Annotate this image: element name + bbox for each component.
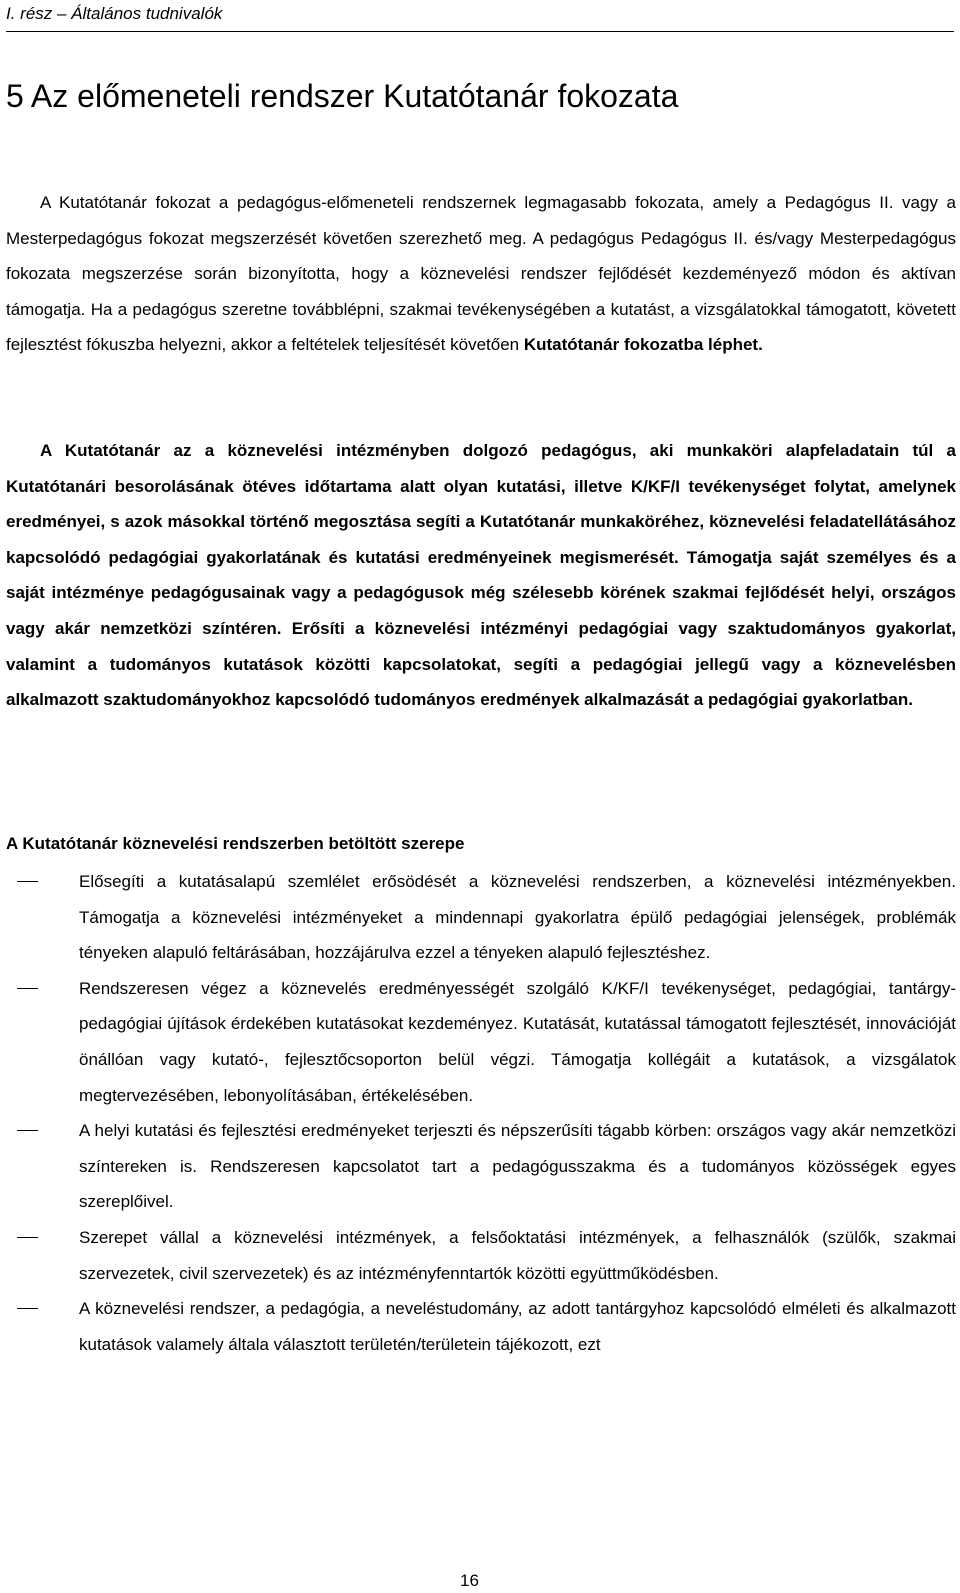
list-item — [6, 1291, 956, 1362]
chapter-title: 5 Az előmeneteli rendszer Kutatótanár fokozata — [6, 78, 679, 114]
header-divider — [6, 31, 954, 32]
dash-bullet-icon — [17, 881, 38, 882]
running-header: I. rész – Általános tudnivalók — [6, 4, 223, 23]
list-item-text: Elősegíti a kutatásalapú szemlélet erősödését a köznevelési rendszerben, a köznevelési intézményekben. Támogatja a köznevelési intézményeket a mindennapi gyakorlatra épülő pedagógiai jelenségek, problémák tényeken alapuló feltárásában, hozzájárulva ezzel a tényeken alapuló fejlesztéshez. — [79, 872, 956, 963]
intro-paragraph — [6, 185, 956, 363]
dash-bullet-icon — [17, 1308, 38, 1309]
list-item — [6, 864, 956, 971]
list-item-text: Rendszeresen végez a köznevelés eredményességét szolgáló K/KF/I tevékenységet, pedagógiai, tantárgy-pedagógiai újítások érdekében kutatásokat kezdeményez. Kutatását, kutatással támogatott fejlesztését, innovációját önállóan vagy kutató-, fejlesztőcsoporton belül végzi. Támogatja kollégáit a kutatások, a vizsgálatok megtervezésében, lebonyolításában, értékelésében. — [79, 978, 956, 1105]
list-item-text: A köznevelési rendszer, a pedagógia, a neveléstudomány, az adott tantárgyhoz kapcsolódó elméleti és alkalmazott kutatások valamely általa választott területén/területein tájékozott, ezt — [79, 1299, 956, 1354]
dash-bullet-icon — [17, 988, 38, 989]
list-item — [6, 971, 956, 1113]
definition-paragraph: A Kutatótanár az a köznevelési intézményben dolgozó pedagógus, aki munkaköri alapfeladatain túl a Kutatótanári besorolásának ötéves időtartama alatt olyan kutatási, illetve K/KF/I tevékenységet folytat, amelynek eredményei, s azok másokkal történő megosztása segíti a Kutatótanár munkaköréhez, köznevelési feladatellátásához kapcsolódó pedagógiai gyakorlatának és kutatási eredményeinek megismerését. Támogatja saját személyes és a saját intézménye pedagógusainak vagy a pedagógusok még szélesebb körének szakmai fejlődését helyi, országos vagy akár nemzetközi színtéren. Erősíti a köznevelési intézményi pedagógiai vagy szaktudományos gyakorlat, valamint a tudományos kutatások közötti kapcsolatokat, segíti a pedagógiai jellegű vagy a köznevelésben alkalmazott szaktudományokhoz kapcsolódó tudományos eredmények alkalmazását a pedagógiai gyakorlatban. — [6, 441, 956, 710]
dash-bullet-icon — [17, 1237, 38, 1238]
intro-paragraph-emphasis: Kutatótanár fokozatba léphet. — [523, 335, 763, 355]
list-item — [6, 1220, 956, 1291]
role-list — [6, 864, 956, 1362]
list-item-text: Szerepet vállal a köznevelési intézmények, a felsőoktatási intézmények, a felhasználók (szülők, szakmai szervezetek, civil szervezetek) és az intézményfenntartók közötti együttműködésben. — [79, 1227, 956, 1283]
page-number: 16 — [460, 1571, 479, 1590]
section-subheading: A Kutatótanár köznevelési rendszerben betöltött szerepe — [6, 834, 465, 853]
list-item-text: A helyi kutatási és fejlesztési eredményeket terjeszti és népszerűsíti tágabb körben: országos vagy akár nemzetközi színtereken is. Rendszeresen kapcsolatot tart a pedagógusszakma és a tudományos közösségek egyes szereplőivel. — [79, 1121, 956, 1212]
list-item — [6, 1113, 956, 1220]
intro-paragraph-text: A Kutatótanár fokozat a pedagógus-előmeneteli rendszernek legmagasabb fokozata, amely a Pedagógus II. vagy a Mesterpedagógus fokozat megszerzését követően szerezhető meg. A pedagógus Pedagógus II. és/vagy Mesterpedagógus fokozata megszerzése során bizonyította, hogy a köznevelési rendszer fejlődését kezdeményező módon és aktívan támogatja. Ha a pedagógus szeretne továbblépni, szakmai tevékenységében a kutatást, a vizsgálatokkal támogatott, követett fejlesztést fókuszba helyezni, akkor a feltételek teljesítését követően — [6, 193, 956, 355]
dash-bullet-icon — [17, 1130, 38, 1131]
